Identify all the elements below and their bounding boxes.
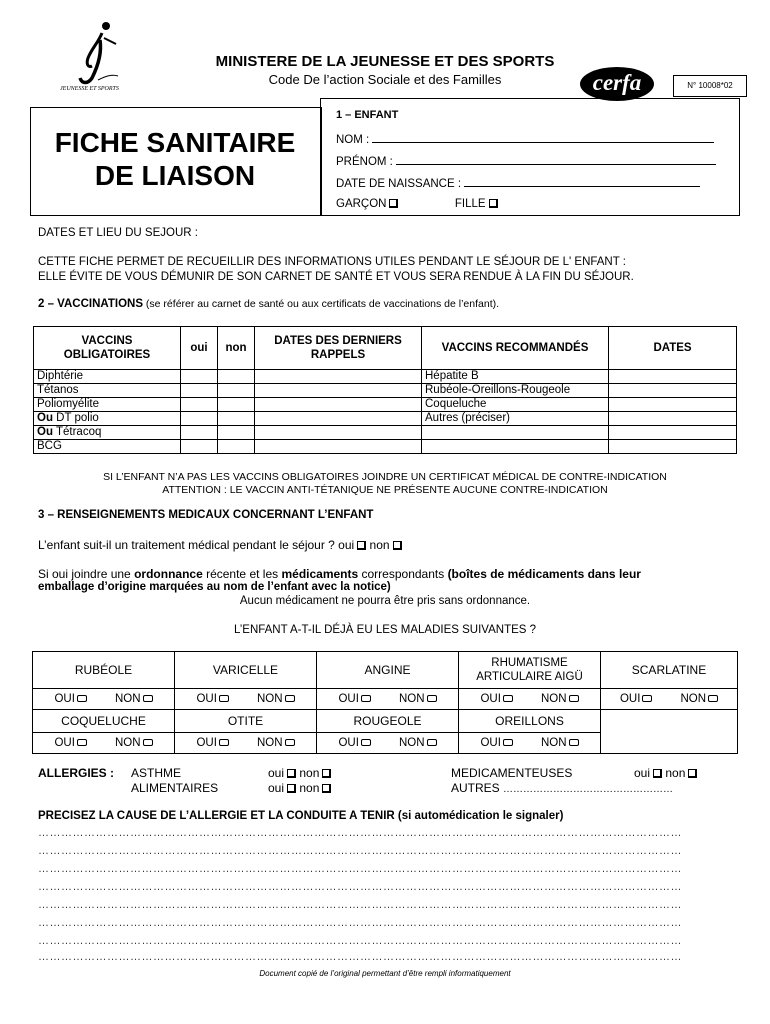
non-label: NON: [256, 693, 283, 705]
non-checkbox[interactable]: [285, 739, 295, 746]
non-label: NON: [398, 737, 425, 749]
yn-cell: [33, 733, 175, 754]
non-option[interactable]: [115, 693, 153, 705]
vaccin-non-cell[interactable]: [218, 412, 255, 426]
garcon-label: GARÇON: [336, 198, 387, 210]
non-label: NON: [114, 737, 141, 749]
vaccin-oui-cell[interactable]: [181, 384, 218, 398]
vaccin-oui-cell[interactable]: [181, 440, 218, 454]
non-option[interactable]: [399, 693, 437, 705]
vaccin-row: [34, 370, 737, 384]
medicamenteuses-oui-checkbox[interactable]: [653, 769, 662, 778]
prenom-row: [336, 154, 716, 168]
allergy-line[interactable]: ……………………………………………………………………………………………………………………………………………………: [38, 881, 682, 893]
medical-heading: 3 – RENSEIGNEMENTS MEDICAUX CONCERNANT L’ENFANT: [38, 509, 374, 521]
maladie-scarlatine: SCARLATINE: [601, 652, 738, 689]
sexe-row: [336, 198, 498, 210]
alimentaires-oui-label: oui: [268, 781, 285, 795]
cerfa-number: N° 10008*02: [673, 75, 747, 97]
non-checkbox[interactable]: [427, 739, 437, 746]
non-label: NON: [540, 693, 567, 705]
intro-line-2: ELLE ÉVITE DE VOUS DÉMUNIR DE SON CARNET DE SANTÉ ET VOUS SERA RENDUE À LA FIN DU SÉJOUR.: [38, 271, 634, 283]
vaccin-ou: Ou: [37, 412, 53, 424]
non-label: NON: [398, 693, 425, 705]
asthme-oui-checkbox[interactable]: [287, 769, 296, 778]
oui-checkbox[interactable]: [219, 695, 229, 702]
empty-cell: [601, 710, 738, 754]
maladies-question: L’ENFANT A-T-IL DÉJÀ EU LES MALADIES SUIVANTES ?: [233, 624, 537, 636]
oui-label: OUI: [338, 693, 359, 705]
naissance-label: DATE DE NAISSANCE :: [336, 178, 465, 190]
asthme-yn: [268, 766, 331, 780]
vaccin-oui-cell[interactable]: [181, 370, 218, 384]
oui-option[interactable]: [196, 737, 228, 749]
garcon-checkbox[interactable]: [389, 199, 398, 208]
non-option[interactable]: [399, 737, 437, 749]
asthme-label: ASTHME: [131, 766, 182, 780]
vaccin-row: [34, 398, 737, 412]
non-checkbox[interactable]: [708, 695, 718, 702]
child-heading: 1 – ENFANT: [336, 109, 399, 121]
vaccin-rappel-cell[interactable]: [255, 398, 422, 412]
maladie-oreillons: OREILLONS: [459, 710, 601, 733]
vaccin-recommande: [422, 440, 609, 454]
oui-label: OUI: [480, 693, 501, 705]
vaccin-rappel-cell[interactable]: [255, 370, 422, 384]
header-dates: DATES: [609, 327, 737, 370]
vaccin-obligatoire: [34, 412, 181, 426]
fille-label: FILLE: [454, 198, 486, 210]
medicaments-word: médicaments: [281, 567, 359, 581]
vaccin-obligatoire-label: Tétanos: [37, 384, 79, 396]
boites-text: (boîtes de médicaments dans leur: [447, 567, 641, 581]
nom-row: [336, 132, 714, 146]
oui-label: OUI: [54, 737, 75, 749]
allergy-line[interactable]: ……………………………………………………………………………………………………………………………………………………: [38, 845, 682, 857]
non-label: NON: [680, 693, 706, 705]
vaccin-date-cell[interactable]: [609, 412, 737, 426]
yn-cell: [459, 689, 601, 710]
non-checkbox[interactable]: [569, 739, 579, 746]
joindre-text-c: correspondants: [358, 567, 448, 581]
medicamenteuses-yn: [634, 766, 697, 780]
traitement-non-checkbox[interactable]: [393, 541, 402, 550]
maladie-rougeole: ROUGEOLE: [317, 710, 459, 733]
oui-label: OUI: [196, 693, 217, 705]
header-rappels: DATES DES DERNIERS RAPPELS: [255, 327, 422, 370]
allergy-line[interactable]: ……………………………………………………………………………………………………………………………………………………: [38, 863, 682, 875]
oui-option[interactable]: [196, 693, 228, 705]
traitement-non-label: non: [369, 538, 390, 552]
traitement-oui-checkbox[interactable]: [357, 541, 366, 550]
traitement-question: L’enfant suit-il un traitement médical pendant le séjour ? oui: [38, 538, 355, 552]
oui-label: OUI: [619, 693, 641, 705]
title-line-2: DE LIAISON: [94, 160, 256, 191]
yn-cell: [175, 689, 317, 710]
non-label: NON: [540, 737, 567, 749]
vaccin-recommande: Hépatite B: [422, 370, 609, 384]
vaccinations-heading: [38, 298, 499, 310]
vaccin-non-cell[interactable]: [218, 384, 255, 398]
intro-line-1: CETTE FICHE PERMET DE RECUEILLIR DES INFORMATIONS UTILES PENDANT LE SÉJOUR DE L' ENFANT :: [38, 256, 626, 268]
medicamenteuses-label: MEDICAMENTEUSES: [451, 766, 573, 780]
maladie-coqueluche: COQUELUCHE: [33, 710, 175, 733]
vaccin-obligatoire-label: Tétracoq: [52, 426, 102, 438]
vaccin-non-cell[interactable]: [218, 370, 255, 384]
oui-option[interactable]: [338, 693, 370, 705]
prenom-label: PRÉNOM :: [336, 156, 397, 168]
header-obligatoires: VACCINS OBLIGATOIRES: [34, 327, 181, 370]
vaccin-rappel-cell[interactable]: [255, 412, 422, 426]
ordonnance-word: ordonnance: [134, 567, 203, 581]
asthme-non-label: non: [299, 766, 320, 780]
vaccin-ou: Ou: [37, 426, 53, 438]
vaccinations-heading-title: 2 – VACCINATIONS: [38, 298, 144, 310]
non-option[interactable]: [257, 737, 295, 749]
yn-cell: [33, 689, 175, 710]
oui-checkbox[interactable]: [642, 695, 652, 702]
yn-cell: [317, 733, 459, 754]
oui-checkbox[interactable]: [503, 695, 513, 702]
naissance-field[interactable]: [464, 176, 700, 187]
oui-checkbox[interactable]: [361, 739, 371, 746]
oui-checkbox[interactable]: [77, 739, 87, 746]
allergy-line[interactable]: ……………………………………………………………………………………………………………………………………………………: [38, 951, 682, 963]
oui-checkbox[interactable]: [361, 695, 371, 702]
vaccin-non-cell[interactable]: [218, 426, 255, 440]
medicamenteuses-non-label: non: [665, 766, 686, 780]
non-option[interactable]: [541, 737, 579, 749]
yn-cell: [317, 689, 459, 710]
oui-option[interactable]: [54, 693, 86, 705]
non-option[interactable]: [115, 737, 153, 749]
vaccin-row: [34, 440, 737, 454]
code-subtitle: Code De l’action Sociale et des Familles: [268, 72, 502, 87]
vaccin-obligatoire-label: BCG: [37, 440, 62, 452]
vaccin-obligatoire-label: Poliomyélite: [37, 398, 99, 410]
vaccin-obligatoire: [34, 440, 181, 454]
vaccin-row: [34, 426, 737, 440]
header-oui: oui: [181, 327, 218, 370]
vaccin-date-cell[interactable]: [609, 370, 737, 384]
ministry-title: MINISTERE DE LA JEUNESSE ET DES SPORTS: [215, 53, 555, 70]
alimentaires-non-checkbox[interactable]: [322, 784, 331, 793]
vaccin-row: [34, 384, 737, 398]
oui-label: OUI: [480, 737, 501, 749]
vaccin-date-cell[interactable]: [609, 398, 737, 412]
nom-label: NOM :: [336, 134, 373, 146]
oui-label: OUI: [54, 693, 75, 705]
emballage-line: emballage d’origine marquées au nom de l’enfant avec la notice): [38, 581, 391, 593]
non-checkbox[interactable]: [143, 695, 153, 702]
alimentaires-label: ALIMENTAIRES: [131, 781, 219, 795]
maladie-angine: ANGINE: [317, 652, 459, 689]
alimentaires-non-label: non: [299, 781, 320, 795]
oui-checkbox[interactable]: [77, 695, 87, 702]
maladie-varicelle: VARICELLE: [175, 652, 317, 689]
vaccin-recommande: [422, 426, 609, 440]
non-option[interactable]: [680, 693, 718, 705]
asthme-non-checkbox[interactable]: [322, 769, 331, 778]
allergy-line[interactable]: ……………………………………………………………………………………………………………………………………………………: [38, 827, 682, 839]
vaccin-recommande: Coqueluche: [422, 398, 609, 412]
allergies-label: ALLERGIES :: [38, 766, 115, 780]
non-checkbox[interactable]: [285, 695, 295, 702]
traitement-row: [38, 538, 402, 552]
maladie-rhumatisme: RHUMATISME ARTICULAIRE AIGÜ: [459, 652, 601, 689]
maladie-otite: OTITE: [175, 710, 317, 733]
oui-option[interactable]: [338, 737, 370, 749]
vaccin-oui-cell[interactable]: [181, 426, 218, 440]
vaccin-rappel-cell[interactable]: [255, 440, 422, 454]
aucun-medicament: Aucun médicament ne pourra être pris sans ordonnance.: [239, 595, 531, 607]
vaccinations-heading-note: (se référer au carnet de santé ou aux certificats de vaccinations de l’enfant).: [143, 298, 500, 310]
vaccin-date-cell[interactable]: [609, 426, 737, 440]
vaccin-rappel-cell[interactable]: [255, 426, 422, 440]
vaccin-note-1: SI L’ENFANT N’A PAS LES VACCINS OBLIGATOIRES JOINDRE UN CERTIFICAT MÉDICAL DE CONTRE-INDICATION: [103, 471, 667, 483]
title-line-1: FICHE SANITAIRE: [54, 127, 296, 158]
alimentaires-yn: [268, 781, 331, 795]
non-checkbox[interactable]: [427, 695, 437, 702]
cerfa-logo: cerfa: [580, 67, 654, 101]
medicamenteuses-oui-label: oui: [634, 766, 651, 780]
precisez-heading: PRECISEZ LA CAUSE DE L’ALLERGIE ET LA CONDUITE A TENIR (si automédication le signaler): [38, 810, 564, 822]
joindre-line: [38, 567, 641, 581]
oui-label: OUI: [196, 737, 217, 749]
vaccin-obligatoire-label: DT polio: [52, 412, 99, 424]
non-option[interactable]: [257, 693, 295, 705]
vaccin-obligatoire: [34, 384, 181, 398]
allergy-line[interactable]: ……………………………………………………………………………………………………………………………………………………: [38, 935, 682, 947]
maladies-yn-row-1: [33, 689, 738, 710]
oui-option[interactable]: [620, 693, 652, 705]
oui-option[interactable]: [480, 737, 512, 749]
non-label: NON: [256, 737, 283, 749]
non-label: NON: [114, 693, 141, 705]
autres-field[interactable]: ……………………………………………: [503, 784, 674, 795]
vaccin-non-cell[interactable]: [218, 398, 255, 412]
vaccin-row: [34, 412, 737, 426]
maladie-rubeole: RUBÉOLE: [33, 652, 175, 689]
non-option[interactable]: [541, 693, 579, 705]
joindre-text-a: Si oui joindre une: [38, 567, 135, 581]
non-checkbox[interactable]: [143, 739, 153, 746]
vaccin-obligatoire: [34, 398, 181, 412]
autres-label: AUTRES: [451, 781, 500, 795]
oui-checkbox[interactable]: [219, 739, 229, 746]
logo-caption: JEUNESSE ET SPORTS: [60, 86, 119, 92]
oui-option[interactable]: [480, 693, 512, 705]
yn-cell: [459, 733, 601, 754]
vaccin-obligatoire: [34, 426, 181, 440]
vaccin-oui-cell[interactable]: [181, 412, 218, 426]
oui-checkbox[interactable]: [503, 739, 513, 746]
header-non: non: [218, 327, 255, 370]
yn-cell: [175, 733, 317, 754]
footer-note: Document copié de l’original permettant d’être rempli informatiquement: [259, 969, 511, 978]
vaccin-obligatoire: [34, 370, 181, 384]
vaccinations-table: [33, 326, 737, 454]
vaccin-note-2: ATTENTION : LE VACCIN ANTI-TÉTANIQUE NE PRÉSENTE AUCUNE CONTRE-INDICATION: [162, 484, 608, 496]
vaccin-rappel-cell[interactable]: [255, 384, 422, 398]
allergy-line[interactable]: ……………………………………………………………………………………………………………………………………………………: [38, 917, 682, 929]
nom-field[interactable]: [372, 132, 714, 143]
page-title: [30, 126, 320, 192]
vaccin-recommande: Autres (préciser): [422, 412, 609, 426]
vaccin-recommande: Rubéole-Oreillons-Rougeole: [422, 384, 609, 398]
header-recommandes: VACCINS RECOMMANDÉS: [422, 327, 609, 370]
asthme-oui-label: oui: [268, 766, 285, 780]
prenom-field[interactable]: [396, 154, 716, 165]
autres-row: [451, 781, 673, 795]
oui-option[interactable]: [54, 737, 86, 749]
alimentaires-oui-checkbox[interactable]: [287, 784, 296, 793]
vaccin-oui-cell[interactable]: [181, 398, 218, 412]
dates-lieu: DATES ET LIEU DU SEJOUR :: [38, 227, 198, 239]
joindre-text-b: récente et les: [202, 567, 282, 581]
yn-cell: [601, 689, 738, 710]
vaccin-date-cell[interactable]: [609, 440, 737, 454]
maladies-table: [32, 651, 738, 754]
vaccin-non-cell[interactable]: [218, 440, 255, 454]
vaccin-obligatoire-label: Diphtérie: [37, 370, 84, 382]
allergy-line[interactable]: ……………………………………………………………………………………………………………………………………………………: [38, 899, 682, 911]
vaccin-date-cell[interactable]: [609, 384, 737, 398]
fille-checkbox[interactable]: [489, 199, 498, 208]
non-checkbox[interactable]: [569, 695, 579, 702]
naissance-row: [336, 176, 700, 190]
oui-label: OUI: [338, 737, 359, 749]
medicamenteuses-non-checkbox[interactable]: [688, 769, 697, 778]
